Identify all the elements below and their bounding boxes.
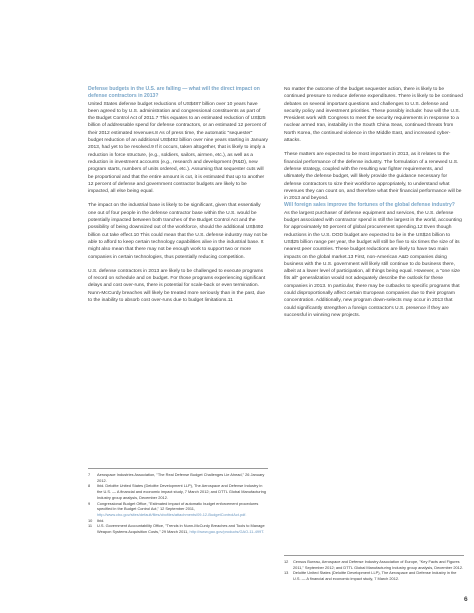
footnote-link-gao[interactable]: http://www.gao.gov/products/GAO-11-499T. [189, 529, 265, 535]
footnote [88, 501, 268, 518]
footnote-text: U.S. Government Accountability Office, "Trends in Nunn-McCurdy Breaches and Tools to Manage Weapon Systems Acquisition Costs," 29 March 2011, [97, 523, 265, 535]
section-heading-defense-budgets: Defense budgets in the U.S. are falling — what will the direct impact on defense contractors in 2013? [88, 86, 260, 100]
body-paragraph: No matter the outcome of the budget sequester action, there is likely to be continued pressure to reduce defense expenditures. There is likely to be continued debates on several important questions and challenges to U.S. defense and security policy and investment priorities. These possibly include: how will the U.S. President work with Congress to meet the security requirements in response to a nuclear armed Iran, instability in the South China Seas, continued threats from North Korea, the continued violence in the Middle East, and increased cyber-attacks. [284, 87, 463, 144]
footnote-divider [284, 555, 464, 556]
footnote-text: Ibid. [97, 517, 105, 523]
footnote-text: Ibid. Deloitte United States (Deloitte Development LLP), The Aerospace and Defense Industry in the U.S. — A financial and economic impact study, 7 March 2012; and DTTL Global Manufacturing Industry group analysis, December 2012. [97, 483, 266, 500]
footnote-number: 10 [88, 517, 93, 523]
footnote-number: 8 [88, 483, 91, 489]
footnote [284, 559, 464, 570]
footnote-text: Congressional Budget Office, "Estimated impact of automatic budget enforcement procedures specified in the Budget Control Act," 12 September 2011, [97, 500, 259, 512]
page-number: 6 [464, 596, 468, 603]
body-paragraph: As the largest purchaser of defense equipment and services, the U.S. defense budget associated with contractor spend is still the largest in the world, accounting for approximately 50 percent of global procurement spending.12 Even though reductions in the U.S. DOD budget are expected to be in the US$24 billion to US$25 billion range per year, the budget will still be five to six times the size of its nearest peer countries. These budget reductions are likely to have two main impacts on the global market.13 First, non-American A&D companies doing business with the U.S. government will likely still continue to do business there, albeit at a lower level of participation, all things being equal. However, a "one size fits all" generalization would not adequately describe the outlook for these companies in 2013. In particular, there may be cutbacks to specific programs that could disproportionally affect certain European companies due to their program concentration. Additionally, new program down-selects may occur in 2013 that could significantly strengthen a foreign contractor's U.S. presence if they are successful in winning new projects. [284, 210, 462, 318]
footnote [88, 523, 268, 534]
body-paragraph: U.S. defense contractors in 2013 are likely to be challenged to execute programs of record on schedule and on budget. For those programs experiencing significant delays and cost over-runs, there is potential for scale-back or even termination. Nunn-McCurdy breaches will likely be treated more seriously than in the past, due to the inability to absorb cost over-runs due to budget limitations.11 [88, 268, 266, 304]
footnote-divider [88, 468, 268, 469]
footnote-number: 9 [88, 500, 91, 506]
footnote [88, 472, 268, 483]
body-paragraph: These matters are expected to be most important in 2013, as it relates to the financial performance of the defense industry. The formulation of a renewed U.S. defense strategy, coupled with the resulting war fighter requirements, and ultimately the defense budget, will likely provide the guidance necessary for defense contractors to size their workforce appropriately, to understand what revenues they can count on, and therefore what their financial performance will be in 2013 and beyond. [284, 152, 462, 202]
footnotes-left [88, 472, 268, 535]
footnote-text: Aerospace Industries Association, "The Real Defense Budget Challenges Lie Ahead," 26 January 2012. [97, 472, 265, 483]
footnote-number: 11 [88, 523, 93, 529]
left-column [88, 86, 268, 304]
footnote-text: Deloitte United States (Deloitte Development LLP), The Aerospace and Defense Industry in the U.S. — A financial and economic impact study, 7 March 2012. [293, 570, 457, 582]
footnote [88, 483, 268, 500]
footnote-number: 12 [284, 559, 289, 564]
section-heading-foreign-sales: Will foreign sales improve the fortunes of the global defense industry? [284, 202, 455, 209]
footnote-link-cbo[interactable]: http://www.cbo.gov/sites/default/files/cbofiles/attachments/09-12-BudgetControlAct.pdf. [97, 511, 247, 517]
footnote-number: 13 [284, 570, 289, 576]
footnote-text: Census Bureau, Aerospace and Defense Industry Association of Europe, "Key Facts and Figures 2011," September 2012; and DTTL Global Manufacturing Industry group analysis, December 2012. [293, 559, 464, 570]
footnote-number: 7 [88, 472, 91, 477]
body-paragraph: The impact on the industrial base is likely to be significant, given that essentially one out of four people in the defense contractor base within the U.S. would be potentially impacted between both tranches of the Budget Control Act and the possibility of being downsized out of the workforce, should the additional US$492 billion cut take effect.10 This could mean that the U.S. defense industry may not be able to afford to keep certain technology capabilities alive in the industrial base. It might also mean that there may not be enough work to support two or more companies in certain technologies, thus potentially reducing competition. [88, 203, 268, 260]
right-column [284, 86, 464, 319]
footnote [284, 570, 464, 581]
footnotes-right [284, 559, 464, 582]
body-paragraph: United States defense budget reductions of US$487 billion over 10 years have been agreed to by U.S. administration and congressional constituents as part of the Budget Control Act of 2011.7 This equates to an estimated reduction of US$25 billion of addressable spend for defense contractors, or an estimated 12 percent of their 2012 estimated revenues.8 As of press time, the automatic "sequester" budget reduction of an additional US$492 billion over nine years starting in January 2013, had yet to be resolved.9 If it occurs, taken altogether, that is likely to imply a reduction in force structure, (e.g., soldiers, sailors, airmen, etc.), as well as a reduction in investment accounts (e.g., research and development (R&D), new program starts, numbers of units ordered, etc.). Assuming that sequester cuts will be proportional and that the entire amount is cut, it is estimated that up to another 12 percent of defense and government contractor budgets are likely to be impacted, all else being equal. [88, 101, 268, 195]
